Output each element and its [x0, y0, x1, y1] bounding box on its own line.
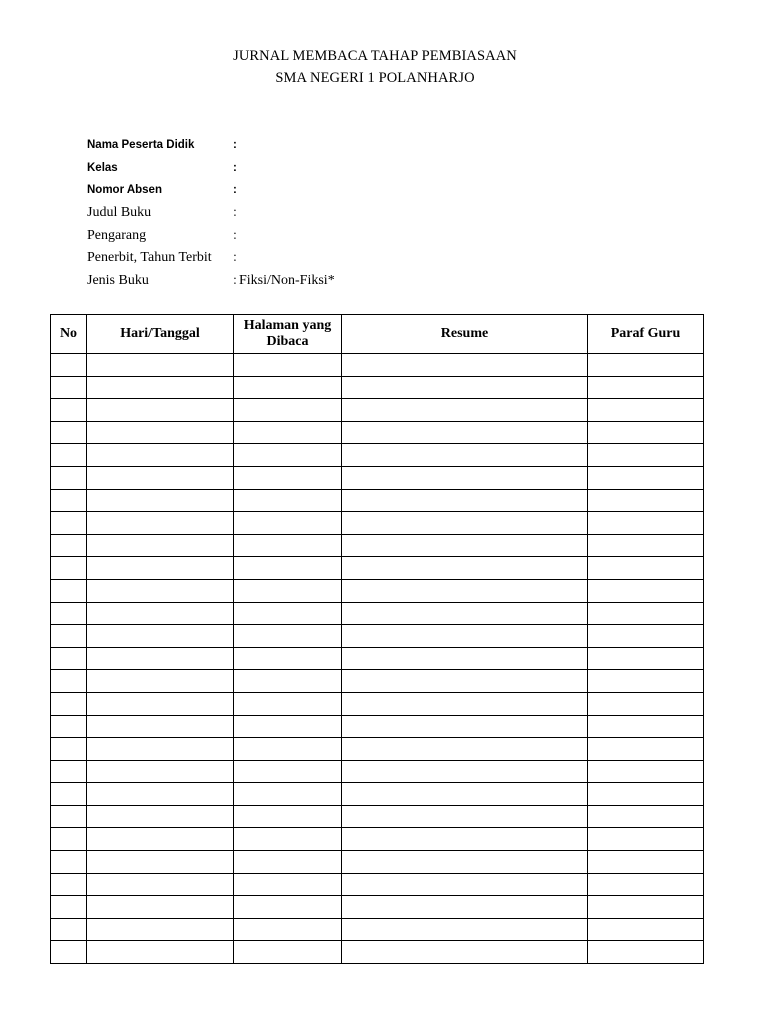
- cell-halaman-dibaca[interactable]: [234, 466, 342, 489]
- cell-halaman-dibaca[interactable]: [234, 354, 342, 377]
- table-row: [51, 896, 704, 919]
- cell-no[interactable]: [51, 873, 87, 896]
- field-label: Nama Peserta Didik: [87, 139, 195, 151]
- cell-halaman-dibaca[interactable]: [234, 670, 342, 693]
- field-pengarang: [87, 227, 687, 249]
- cell-halaman-dibaca[interactable]: [234, 783, 342, 806]
- field-colon: :: [233, 273, 237, 288]
- cell-halaman-dibaca[interactable]: [234, 647, 342, 670]
- cell-hari-tanggal[interactable]: [87, 805, 234, 828]
- cell-resume[interactable]: [342, 783, 588, 806]
- cell-paraf-guru[interactable]: [588, 354, 704, 377]
- field-colon: :: [233, 184, 237, 196]
- cell-halaman-dibaca[interactable]: [234, 399, 342, 422]
- cell-hari-tanggal[interactable]: [87, 828, 234, 851]
- field-label: Nomor Absen: [87, 184, 162, 196]
- cell-hari-tanggal[interactable]: [87, 399, 234, 422]
- cell-hari-tanggal[interactable]: [87, 670, 234, 693]
- cell-resume[interactable]: [342, 602, 588, 625]
- table-row: [51, 625, 704, 648]
- cell-no[interactable]: [51, 941, 87, 964]
- cell-hari-tanggal[interactable]: [87, 466, 234, 489]
- cell-paraf-guru[interactable]: [588, 625, 704, 648]
- cell-resume[interactable]: [342, 805, 588, 828]
- table-row: [51, 354, 704, 377]
- cell-halaman-dibaca[interactable]: [234, 941, 342, 964]
- cell-no[interactable]: [51, 805, 87, 828]
- cell-hari-tanggal[interactable]: [87, 760, 234, 783]
- header-resume: Resume: [342, 315, 588, 354]
- cell-paraf-guru[interactable]: [588, 376, 704, 399]
- cell-no[interactable]: [51, 354, 87, 377]
- table-row: [51, 941, 704, 964]
- cell-hari-tanggal[interactable]: [87, 851, 234, 874]
- cell-resume[interactable]: [342, 421, 588, 444]
- cell-paraf-guru[interactable]: [588, 918, 704, 941]
- field-colon: :: [233, 228, 237, 243]
- cell-no[interactable]: [51, 489, 87, 512]
- table-row: [51, 670, 704, 693]
- cell-no[interactable]: [51, 760, 87, 783]
- cell-resume[interactable]: [342, 760, 588, 783]
- cell-hari-tanggal[interactable]: [87, 489, 234, 512]
- field-nama-peserta-didik: [87, 136, 687, 158]
- header-no: No: [51, 315, 87, 354]
- field-colon: :: [233, 139, 237, 151]
- field-colon: :: [233, 205, 237, 220]
- cell-paraf-guru[interactable]: [588, 828, 704, 851]
- cell-resume[interactable]: [342, 670, 588, 693]
- cell-resume[interactable]: [342, 625, 588, 648]
- table-row: [51, 873, 704, 896]
- cell-no[interactable]: [51, 602, 87, 625]
- cell-hari-tanggal[interactable]: [87, 783, 234, 806]
- reading-journal-table: [50, 314, 704, 964]
- cell-halaman-dibaca[interactable]: [234, 557, 342, 580]
- table-row: [51, 715, 704, 738]
- table-row: [51, 647, 704, 670]
- cell-paraf-guru[interactable]: [588, 579, 704, 602]
- cell-halaman-dibaca[interactable]: [234, 376, 342, 399]
- cell-resume[interactable]: [342, 941, 588, 964]
- cell-resume[interactable]: [342, 918, 588, 941]
- table-row: [51, 918, 704, 941]
- cell-no[interactable]: [51, 783, 87, 806]
- cell-hari-tanggal[interactable]: [87, 896, 234, 919]
- cell-resume[interactable]: [342, 376, 588, 399]
- field-penerbit-tahun-terbit: [87, 249, 687, 271]
- cell-resume[interactable]: [342, 738, 588, 761]
- cell-hari-tanggal[interactable]: [87, 557, 234, 580]
- field-label: Jenis Buku: [87, 273, 149, 288]
- cell-halaman-dibaca[interactable]: [234, 625, 342, 648]
- cell-hari-tanggal[interactable]: [87, 421, 234, 444]
- cell-halaman-dibaca[interactable]: [234, 918, 342, 941]
- cell-halaman-dibaca[interactable]: [234, 738, 342, 761]
- cell-no[interactable]: [51, 376, 87, 399]
- cell-resume[interactable]: [342, 896, 588, 919]
- field-colon: :: [233, 162, 237, 174]
- cell-resume[interactable]: [342, 512, 588, 535]
- cell-paraf-guru[interactable]: [588, 941, 704, 964]
- cell-paraf-guru[interactable]: [588, 421, 704, 444]
- cell-halaman-dibaca[interactable]: [234, 692, 342, 715]
- field-colon: :: [233, 250, 237, 265]
- table-row: [51, 851, 704, 874]
- cell-halaman-dibaca[interactable]: [234, 421, 342, 444]
- cell-no[interactable]: [51, 625, 87, 648]
- table-row: [51, 466, 704, 489]
- cell-no[interactable]: [51, 444, 87, 467]
- cell-halaman-dibaca[interactable]: [234, 602, 342, 625]
- cell-resume[interactable]: [342, 399, 588, 422]
- cell-halaman-dibaca[interactable]: [234, 896, 342, 919]
- cell-hari-tanggal[interactable]: [87, 647, 234, 670]
- cell-halaman-dibaca[interactable]: [234, 715, 342, 738]
- cell-halaman-dibaca[interactable]: [234, 489, 342, 512]
- cell-paraf-guru[interactable]: [588, 851, 704, 874]
- cell-paraf-guru[interactable]: [588, 670, 704, 693]
- cell-halaman-dibaca[interactable]: [234, 851, 342, 874]
- document-title: JURNAL MEMBACA TAHAP PEMBIASAAN: [233, 48, 517, 64]
- table-row: [51, 512, 704, 535]
- cell-resume[interactable]: [342, 466, 588, 489]
- cell-resume[interactable]: [342, 715, 588, 738]
- cell-paraf-guru[interactable]: [588, 399, 704, 422]
- cell-no[interactable]: [51, 466, 87, 489]
- cell-hari-tanggal[interactable]: [87, 512, 234, 535]
- cell-no[interactable]: [51, 692, 87, 715]
- table-row: [51, 783, 704, 806]
- cell-hari-tanggal[interactable]: [87, 354, 234, 377]
- cell-halaman-dibaca[interactable]: [234, 579, 342, 602]
- cell-resume[interactable]: [342, 579, 588, 602]
- cell-resume[interactable]: [342, 828, 588, 851]
- table-row: [51, 760, 704, 783]
- cell-paraf-guru[interactable]: [588, 715, 704, 738]
- cell-no[interactable]: [51, 670, 87, 693]
- cell-paraf-guru[interactable]: [588, 647, 704, 670]
- field-label: Kelas: [87, 162, 118, 174]
- cell-resume[interactable]: [342, 534, 588, 557]
- cell-resume[interactable]: [342, 647, 588, 670]
- table-row: [51, 602, 704, 625]
- cell-hari-tanggal[interactable]: [87, 692, 234, 715]
- cell-halaman-dibaca[interactable]: [234, 444, 342, 467]
- table-row: [51, 534, 704, 557]
- cell-resume[interactable]: [342, 692, 588, 715]
- cell-halaman-dibaca[interactable]: [234, 760, 342, 783]
- cell-no[interactable]: [51, 534, 87, 557]
- cell-no[interactable]: [51, 579, 87, 602]
- table-row: [51, 738, 704, 761]
- cell-no[interactable]: [51, 851, 87, 874]
- cell-hari-tanggal[interactable]: [87, 444, 234, 467]
- cell-halaman-dibaca[interactable]: [234, 805, 342, 828]
- table-row: [51, 376, 704, 399]
- cell-resume[interactable]: [342, 489, 588, 512]
- field-label: Pengarang: [87, 228, 147, 243]
- cell-paraf-guru[interactable]: [588, 489, 704, 512]
- cell-no[interactable]: [51, 828, 87, 851]
- header-hari-tanggal: Hari/Tanggal: [87, 315, 234, 354]
- table-body: [51, 354, 704, 964]
- cell-no[interactable]: [51, 399, 87, 422]
- field-label: Penerbit, Tahun Terbit: [87, 250, 212, 265]
- cell-halaman-dibaca[interactable]: [234, 828, 342, 851]
- cell-no[interactable]: [51, 512, 87, 535]
- cell-halaman-dibaca[interactable]: [234, 873, 342, 896]
- cell-paraf-guru[interactable]: [588, 760, 704, 783]
- cell-halaman-dibaca[interactable]: [234, 534, 342, 557]
- cell-hari-tanggal[interactable]: [87, 918, 234, 941]
- table-row: [51, 444, 704, 467]
- cell-hari-tanggal[interactable]: [87, 579, 234, 602]
- cell-paraf-guru[interactable]: [588, 896, 704, 919]
- table-row: [51, 828, 704, 851]
- school-name: SMA NEGERI 1 POLANHARJO: [275, 70, 475, 86]
- cell-paraf-guru[interactable]: [588, 602, 704, 625]
- cell-resume[interactable]: [342, 354, 588, 377]
- cell-resume[interactable]: [342, 873, 588, 896]
- table-row: [51, 421, 704, 444]
- table-header-row: [51, 315, 704, 354]
- cell-paraf-guru[interactable]: [588, 557, 704, 580]
- field-label: Judul Buku: [87, 205, 152, 220]
- cell-halaman-dibaca[interactable]: [234, 512, 342, 535]
- cell-paraf-guru[interactable]: [588, 512, 704, 535]
- cell-resume[interactable]: [342, 557, 588, 580]
- cell-hari-tanggal[interactable]: [87, 602, 234, 625]
- cell-paraf-guru[interactable]: [588, 534, 704, 557]
- table-row: [51, 805, 704, 828]
- field-value-jenis-buku: Fiksi/Non-Fiksi*: [239, 273, 335, 288]
- cell-paraf-guru[interactable]: [588, 466, 704, 489]
- table-row: [51, 557, 704, 580]
- header-halaman-dibaca: Halaman yang Dibaca: [234, 315, 342, 354]
- cell-no[interactable]: [51, 896, 87, 919]
- cell-no[interactable]: [51, 715, 87, 738]
- table-row: [51, 489, 704, 512]
- cell-hari-tanggal[interactable]: [87, 715, 234, 738]
- cell-no[interactable]: [51, 738, 87, 761]
- cell-hari-tanggal[interactable]: [87, 873, 234, 896]
- cell-no[interactable]: [51, 557, 87, 580]
- field-jenis-buku: [87, 272, 687, 294]
- field-judul-buku: [87, 204, 687, 226]
- cell-hari-tanggal[interactable]: [87, 534, 234, 557]
- cell-hari-tanggal[interactable]: [87, 941, 234, 964]
- cell-hari-tanggal[interactable]: [87, 625, 234, 648]
- cell-paraf-guru[interactable]: [588, 444, 704, 467]
- cell-no[interactable]: [51, 918, 87, 941]
- table-row: [51, 579, 704, 602]
- field-kelas: [87, 159, 687, 181]
- table-row: [51, 399, 704, 422]
- header-paraf-guru: Paraf Guru: [588, 315, 704, 354]
- cell-paraf-guru[interactable]: [588, 692, 704, 715]
- field-nomor-absen: [87, 181, 687, 203]
- table-row: [51, 692, 704, 715]
- cell-no[interactable]: [51, 647, 87, 670]
- cell-resume[interactable]: [342, 851, 588, 874]
- cell-no[interactable]: [51, 421, 87, 444]
- cell-paraf-guru[interactable]: [588, 783, 704, 806]
- cell-hari-tanggal[interactable]: [87, 738, 234, 761]
- cell-paraf-guru[interactable]: [588, 805, 704, 828]
- cell-hari-tanggal[interactable]: [87, 376, 234, 399]
- cell-resume[interactable]: [342, 444, 588, 467]
- cell-paraf-guru[interactable]: [588, 873, 704, 896]
- cell-paraf-guru[interactable]: [588, 738, 704, 761]
